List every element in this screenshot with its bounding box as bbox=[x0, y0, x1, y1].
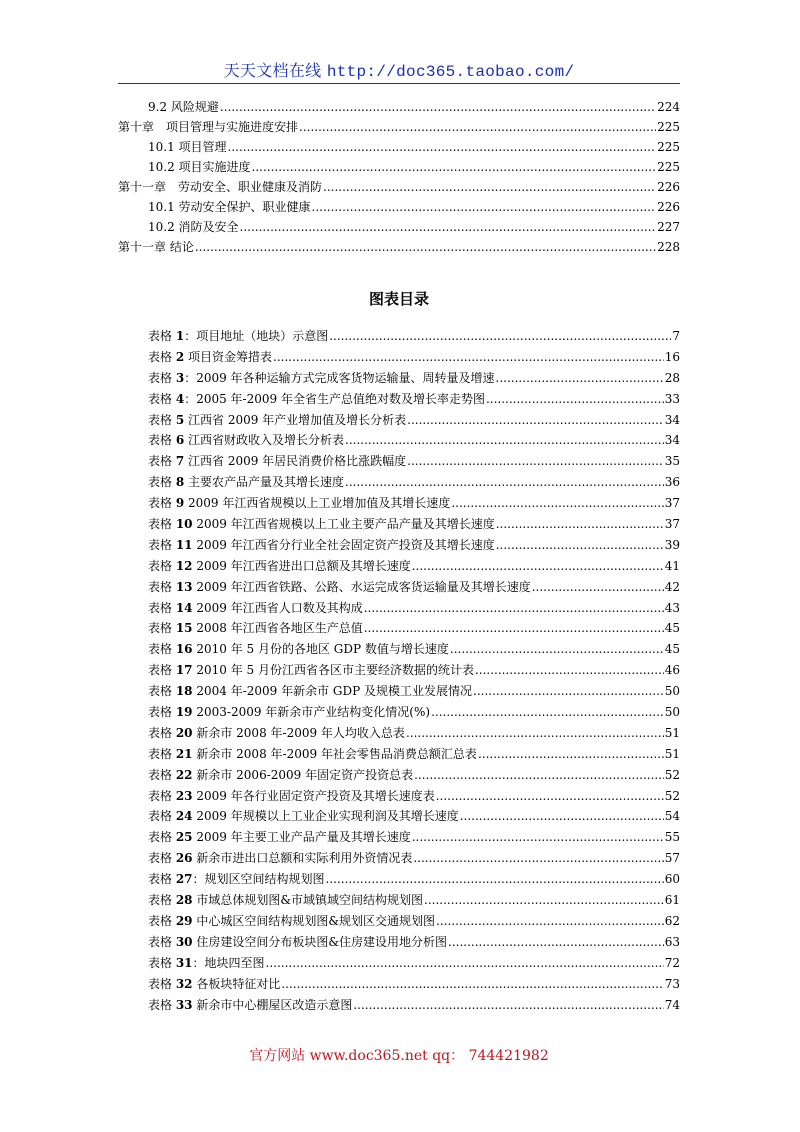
figure-entry-label bbox=[148, 870, 325, 887]
figure-title: 住房建设空间分布板块图&住房建设用地分析图 bbox=[192, 934, 448, 949]
dot-leader bbox=[281, 977, 663, 991]
figure-title: 2009 年江西省进出口总额及其增长速度 bbox=[192, 558, 411, 573]
figure-title: 新余市 2008 年-2009 年社会零售品消费总额汇总表 bbox=[192, 746, 477, 761]
figure-entry[interactable] bbox=[148, 578, 680, 599]
figure-number: 23 bbox=[175, 788, 193, 803]
figure-entry-page: 73 bbox=[664, 976, 680, 991]
figure-entry[interactable] bbox=[148, 452, 680, 473]
figure-entry[interactable] bbox=[148, 975, 680, 996]
figure-number: 14 bbox=[175, 600, 193, 615]
figure-number: 16 bbox=[175, 642, 193, 657]
figure-entry[interactable] bbox=[148, 703, 680, 724]
dot-leader bbox=[473, 684, 664, 698]
figure-prefix: 表格 bbox=[148, 934, 176, 949]
figure-entry-label bbox=[148, 494, 450, 511]
figure-number: 24 bbox=[175, 809, 193, 824]
dot-leader bbox=[364, 601, 664, 615]
figure-title: 2009 年江西省铁路、公路、水运完成客货运输量及其增长速度 bbox=[192, 579, 531, 594]
page-footer[interactable]: 官方网站 www.doc365.net qq： 744421982 bbox=[249, 1048, 549, 1064]
figure-prefix: 表格 bbox=[148, 621, 176, 636]
figure-entry[interactable] bbox=[148, 745, 680, 766]
figure-entry-label bbox=[148, 390, 485, 407]
figure-prefix: 表格 bbox=[148, 475, 176, 490]
figure-entry-page: 63 bbox=[664, 934, 680, 949]
figure-entry-page: 41 bbox=[664, 558, 680, 573]
figure-entry-page: 72 bbox=[664, 955, 680, 970]
figure-entry-page: 45 bbox=[664, 642, 680, 657]
figure-title: 新余市中心棚屋区改造示意图 bbox=[192, 997, 353, 1012]
dot-leader bbox=[486, 392, 664, 406]
figure-prefix: 表格 bbox=[148, 746, 176, 761]
toc-entry[interactable] bbox=[118, 98, 680, 118]
figure-prefix: 表格 bbox=[148, 496, 176, 511]
figure-entry-page: 62 bbox=[664, 913, 680, 928]
figure-entry[interactable] bbox=[148, 327, 680, 348]
dot-leader bbox=[478, 747, 664, 761]
figure-title: 2010 年 5 月份江西省各区市主要经济数据的统计表 bbox=[192, 663, 474, 678]
figure-prefix: 表格 bbox=[148, 725, 176, 740]
figure-entry-label bbox=[148, 766, 413, 783]
figure-entry-page: 43 bbox=[664, 600, 680, 615]
figure-number: 4 bbox=[175, 391, 185, 406]
toc-entry-label: 9.2 风险规避 bbox=[148, 100, 219, 114]
figure-prefix: 表格 bbox=[148, 830, 176, 845]
figure-entry-label bbox=[148, 619, 363, 636]
figure-title: 2009 年规模以上工业企业实现利润及其增长速度 bbox=[192, 809, 459, 824]
figure-entry-label bbox=[148, 599, 363, 616]
dot-leader bbox=[323, 180, 656, 194]
figure-title: ：地块四至图 bbox=[192, 955, 265, 970]
figure-entry-page: 34 bbox=[664, 433, 680, 448]
figure-title: ：规划区空间结构规划图 bbox=[192, 872, 325, 887]
figure-number: 26 bbox=[175, 851, 193, 866]
toc-entry-label: 第十一章 结论 bbox=[118, 240, 194, 254]
figure-number: 10 bbox=[175, 517, 193, 532]
toc-entry-page: 228 bbox=[657, 240, 680, 254]
dot-leader bbox=[431, 705, 664, 719]
dot-leader bbox=[312, 200, 657, 214]
figure-entry-label bbox=[148, 891, 423, 908]
figure-title: 江西省财政收入及增长分析表 bbox=[184, 433, 345, 448]
figure-number: 1 bbox=[175, 329, 185, 343]
figure-entry[interactable] bbox=[148, 891, 680, 912]
dot-leader bbox=[220, 100, 656, 114]
figure-entry[interactable] bbox=[148, 431, 680, 452]
figure-entry-page: 51 bbox=[664, 746, 680, 761]
figure-prefix: 表格 bbox=[148, 517, 176, 532]
figure-entry-page: 55 bbox=[664, 830, 680, 845]
figure-title: 2004 年-2009 年新余市 GDP 及规模工业发展情况 bbox=[192, 684, 473, 699]
figure-title: 2009 年江西省分行业全社会固定资产投资及其增长速度 bbox=[192, 537, 495, 552]
figure-number: 27 bbox=[175, 872, 193, 887]
figure-entry[interactable] bbox=[148, 494, 680, 515]
figure-entry-label bbox=[148, 703, 430, 720]
figure-entry-page: 54 bbox=[664, 809, 680, 824]
figure-entry-page: 16 bbox=[664, 349, 680, 364]
figure-entry-label bbox=[148, 849, 412, 866]
dot-leader bbox=[299, 120, 656, 134]
dot-leader bbox=[252, 160, 657, 174]
figure-number: 11 bbox=[175, 537, 193, 552]
figure-prefix: 表格 bbox=[148, 872, 176, 887]
figure-title: 项目资金筹措表 bbox=[184, 349, 273, 364]
dot-leader bbox=[406, 726, 664, 740]
dot-leader bbox=[329, 329, 671, 343]
figure-entry-page: 51 bbox=[664, 725, 680, 740]
dot-leader bbox=[450, 642, 664, 656]
figure-title: ：项目地址（地块）示意图 bbox=[184, 329, 329, 343]
figure-prefix: 表格 bbox=[148, 976, 176, 991]
figure-title: 各板块特征对比 bbox=[192, 976, 281, 991]
figure-entry-label bbox=[148, 640, 449, 657]
figure-number: 33 bbox=[175, 997, 193, 1012]
dot-leader bbox=[364, 621, 664, 635]
figure-title: 新余市进出口总额和实际利用外资情况表 bbox=[192, 851, 413, 866]
figure-prefix: 表格 bbox=[148, 642, 176, 657]
figure-number: 5 bbox=[175, 412, 185, 427]
toc-entry-page: 225 bbox=[657, 140, 680, 154]
figure-number: 15 bbox=[175, 621, 193, 636]
figure-entry[interactable] bbox=[148, 954, 680, 975]
figure-entry-page: 42 bbox=[664, 579, 680, 594]
figure-prefix: 表格 bbox=[148, 329, 176, 343]
figure-entry[interactable] bbox=[148, 766, 680, 787]
page-header bbox=[118, 58, 680, 81]
figure-entry-page: 50 bbox=[664, 684, 680, 699]
figure-number: 30 bbox=[175, 934, 193, 949]
dot-leader bbox=[451, 496, 663, 510]
toc-entry[interactable] bbox=[118, 178, 680, 198]
dot-leader bbox=[532, 580, 664, 594]
figure-number: 17 bbox=[175, 663, 193, 678]
figure-entry[interactable] bbox=[148, 870, 680, 891]
dot-leader bbox=[496, 517, 664, 531]
figure-title: 2009 年主要工业产品产量及其增长速度 bbox=[192, 830, 411, 845]
figure-entry[interactable] bbox=[148, 912, 680, 933]
figure-title: 2009 年江西省人口数及其构成 bbox=[192, 600, 363, 615]
figure-number: 6 bbox=[175, 433, 185, 448]
figure-entry-label bbox=[148, 996, 352, 1013]
figure-prefix: 表格 bbox=[148, 579, 176, 594]
figure-entry[interactable] bbox=[148, 724, 680, 745]
table-of-contents bbox=[118, 98, 680, 258]
figure-entry[interactable] bbox=[148, 849, 680, 870]
dot-leader bbox=[326, 872, 664, 886]
toc-entry-page: 227 bbox=[657, 220, 680, 234]
header-url-link[interactable]: http://doc365.taobao.com/ bbox=[326, 63, 575, 81]
figure-entry-page: 37 bbox=[664, 496, 680, 511]
figure-entry-label bbox=[148, 348, 272, 365]
figure-entry-page: 52 bbox=[664, 788, 680, 803]
figure-entry-page: 46 bbox=[664, 663, 680, 678]
figure-entry-page: 7 bbox=[672, 329, 680, 343]
figure-prefix: 表格 bbox=[148, 809, 176, 824]
figure-number: 25 bbox=[175, 830, 193, 845]
toc-entry-label: 10.2 项目实施进度 bbox=[148, 160, 251, 174]
figure-prefix: 表格 bbox=[148, 851, 176, 866]
figure-entry-label bbox=[148, 954, 265, 971]
dot-leader bbox=[345, 475, 664, 489]
figure-entry[interactable] bbox=[148, 536, 680, 557]
dot-leader bbox=[345, 433, 664, 447]
figure-entry-label bbox=[148, 745, 477, 762]
toc-entry[interactable] bbox=[118, 118, 680, 138]
dot-leader bbox=[273, 350, 664, 364]
figure-entry-page: 45 bbox=[664, 621, 680, 636]
figure-entry-label bbox=[148, 828, 411, 845]
figure-entry-page: 52 bbox=[664, 767, 680, 782]
figure-number: 31 bbox=[175, 955, 193, 970]
dot-leader bbox=[413, 851, 663, 865]
figure-entry[interactable] bbox=[148, 411, 680, 432]
figure-number: 21 bbox=[175, 746, 193, 761]
figure-entry-label bbox=[148, 536, 495, 553]
figure-entry-page: 57 bbox=[664, 851, 680, 866]
dot-leader bbox=[436, 789, 664, 803]
figure-number: 19 bbox=[175, 705, 193, 720]
figure-number: 29 bbox=[175, 913, 193, 928]
figure-number: 12 bbox=[175, 558, 193, 573]
figure-entry-label bbox=[148, 724, 405, 741]
section-title: 图表目录 bbox=[368, 290, 429, 308]
figure-number: 7 bbox=[175, 454, 185, 469]
figure-entry-page: 33 bbox=[664, 391, 680, 406]
figure-prefix: 表格 bbox=[148, 788, 176, 803]
figure-prefix: 表格 bbox=[148, 433, 176, 448]
figure-title: ：2009 年各种运输方式完成客货物运输量、周转量及增速 bbox=[184, 370, 495, 385]
figure-prefix: 表格 bbox=[148, 391, 176, 406]
figure-number: 20 bbox=[175, 725, 193, 740]
figure-entry-label bbox=[148, 452, 406, 469]
figure-title: 2003-2009 年新余市产业结构变化情况(%) bbox=[192, 705, 431, 720]
dot-leader bbox=[448, 935, 664, 949]
figure-entry[interactable] bbox=[148, 619, 680, 640]
figure-entry-label bbox=[148, 933, 447, 950]
figure-entry-page: 60 bbox=[664, 872, 680, 887]
toc-entry-page: 226 bbox=[657, 180, 680, 194]
figure-entry-label bbox=[148, 515, 495, 532]
figure-number: 32 bbox=[175, 976, 193, 991]
figure-entry-page: 34 bbox=[664, 412, 680, 427]
figure-entry-page: 28 bbox=[664, 370, 680, 385]
figure-entry-page: 61 bbox=[664, 893, 680, 908]
toc-entry-label: 10.1 项目管理 bbox=[148, 140, 227, 154]
figure-prefix: 表格 bbox=[148, 600, 176, 615]
figure-entry-label bbox=[148, 369, 495, 386]
figure-prefix: 表格 bbox=[148, 663, 176, 678]
dot-leader bbox=[412, 559, 664, 573]
figure-title: 新余市 2006-2009 年固定资产投资总表 bbox=[192, 767, 414, 782]
figure-title: 主要农产品产量及其增长速度 bbox=[184, 475, 345, 490]
figure-prefix: 表格 bbox=[148, 412, 176, 427]
figure-entry-label bbox=[148, 975, 280, 992]
figure-prefix: 表格 bbox=[148, 955, 176, 970]
figure-title: 中心城区空间结构规划图&规划区交通规划图 bbox=[192, 913, 436, 928]
figure-entry[interactable] bbox=[148, 369, 680, 390]
dot-leader bbox=[496, 371, 664, 385]
toc-entry[interactable] bbox=[118, 158, 680, 178]
figure-number: 2 bbox=[175, 349, 185, 364]
figure-entry[interactable] bbox=[148, 828, 680, 849]
figure-prefix: 表格 bbox=[148, 537, 176, 552]
figure-number: 8 bbox=[175, 475, 185, 490]
toc-entry-label: 第十章 项目管理与实施进度安排 bbox=[118, 120, 299, 134]
figure-title: 2008 年江西省各地区生产总值 bbox=[192, 621, 363, 636]
figure-entry[interactable] bbox=[148, 599, 680, 620]
list-of-figures bbox=[148, 327, 680, 1016]
figure-entry-page: 35 bbox=[664, 454, 680, 469]
figure-entry-page: 39 bbox=[664, 537, 680, 552]
figure-prefix: 表格 bbox=[148, 454, 176, 469]
figure-number: 9 bbox=[175, 496, 185, 511]
figure-title: 新余市 2008 年-2009 年人均收入总表 bbox=[192, 725, 405, 740]
toc-entry-page: 224 bbox=[657, 100, 680, 114]
dot-leader bbox=[475, 663, 664, 677]
figure-entry-label bbox=[148, 807, 459, 824]
dot-leader bbox=[228, 140, 657, 154]
dot-leader bbox=[496, 538, 664, 552]
dot-leader bbox=[407, 413, 664, 427]
figure-title: 2009 年各行业固定资产投资及其增长速度表 bbox=[192, 788, 435, 803]
dot-leader bbox=[460, 809, 664, 823]
dot-leader bbox=[266, 956, 664, 970]
figure-title: 市域总体规划图&市域镇域空间结构规划图 bbox=[192, 893, 424, 908]
figure-entry[interactable] bbox=[148, 640, 680, 661]
dot-leader bbox=[414, 768, 664, 782]
dot-leader bbox=[424, 893, 664, 907]
toc-entry-page: 225 bbox=[657, 160, 680, 174]
figure-entry-page: 37 bbox=[664, 517, 680, 532]
figure-entry[interactable] bbox=[148, 557, 680, 578]
header-site-name: 天天文档在线 bbox=[223, 61, 322, 80]
figure-entry-page: 74 bbox=[664, 997, 680, 1012]
toc-entry[interactable] bbox=[118, 198, 680, 218]
figure-prefix: 表格 bbox=[148, 370, 176, 385]
figure-title: 2010 年 5 月份的各地区 GDP 数值与增长速度 bbox=[192, 642, 449, 657]
figure-entry-label bbox=[148, 557, 411, 574]
figure-number: 13 bbox=[175, 579, 193, 594]
figure-entry[interactable] bbox=[148, 515, 680, 536]
figure-entry-label bbox=[148, 661, 474, 678]
figure-entry-page: 50 bbox=[664, 705, 680, 720]
figure-entry[interactable] bbox=[148, 390, 680, 411]
dot-leader bbox=[407, 454, 664, 468]
figure-entry-label bbox=[148, 411, 406, 428]
figure-entry-label bbox=[148, 912, 435, 929]
figure-prefix: 表格 bbox=[148, 893, 176, 908]
figure-title: 2009 年江西省规模以上工业主要产品产量及其增长速度 bbox=[192, 517, 495, 532]
figure-entry[interactable] bbox=[148, 473, 680, 494]
figure-prefix: 表格 bbox=[148, 349, 176, 364]
figure-entry[interactable] bbox=[148, 787, 680, 808]
toc-entry-page: 225 bbox=[657, 120, 680, 134]
figure-entry-page: 36 bbox=[664, 475, 680, 490]
figure-entry[interactable] bbox=[148, 682, 680, 703]
figure-entry-label bbox=[148, 473, 344, 490]
toc-entry-label: 第十一章 劳动安全、职业健康及消防 bbox=[118, 180, 323, 194]
toc-entry-label: 10.1 劳动安全保护、职业健康 bbox=[148, 200, 311, 214]
figure-entry-label bbox=[148, 431, 344, 448]
figure-title: 江西省 2009 年产业增加值及增长分析表 bbox=[184, 412, 407, 427]
figure-entry[interactable] bbox=[148, 348, 680, 369]
figure-entry-label bbox=[148, 787, 435, 804]
figure-title: ：2005 年-2009 年全省生产总值绝对数及增长率走势图 bbox=[184, 391, 485, 406]
dot-leader bbox=[195, 240, 656, 254]
figure-prefix: 表格 bbox=[148, 913, 176, 928]
figure-title: 江西省 2009 年居民消费价格比涨跌幅度 bbox=[184, 454, 407, 469]
header-divider bbox=[118, 83, 680, 84]
toc-entry-page: 226 bbox=[657, 200, 680, 214]
dot-leader bbox=[353, 998, 663, 1012]
figure-prefix: 表格 bbox=[148, 767, 176, 782]
figure-entry-label bbox=[148, 578, 531, 595]
figure-entry-label bbox=[148, 682, 472, 699]
figure-entry[interactable] bbox=[148, 807, 680, 828]
figure-entry[interactable] bbox=[148, 996, 680, 1017]
figure-prefix: 表格 bbox=[148, 705, 176, 720]
toc-entry[interactable] bbox=[118, 238, 680, 258]
figure-prefix: 表格 bbox=[148, 997, 176, 1012]
figure-number: 3 bbox=[175, 370, 185, 385]
dot-leader bbox=[436, 914, 664, 928]
figure-entry-label bbox=[148, 327, 328, 344]
toc-entry[interactable] bbox=[118, 218, 680, 238]
figure-prefix: 表格 bbox=[148, 684, 176, 699]
figure-number: 22 bbox=[175, 767, 193, 782]
toc-entry-label: 10.2 消防及安全 bbox=[148, 220, 239, 234]
figure-title: 2009 年江西省规模以上工业增加值及其增长速度 bbox=[184, 496, 451, 511]
figure-prefix: 表格 bbox=[148, 558, 176, 573]
dot-leader bbox=[412, 830, 664, 844]
figure-entry[interactable] bbox=[148, 933, 680, 954]
figure-entry[interactable] bbox=[148, 661, 680, 682]
figure-number: 18 bbox=[175, 684, 193, 699]
figure-number: 28 bbox=[175, 893, 193, 908]
toc-entry[interactable] bbox=[118, 138, 680, 158]
dot-leader bbox=[240, 220, 657, 234]
